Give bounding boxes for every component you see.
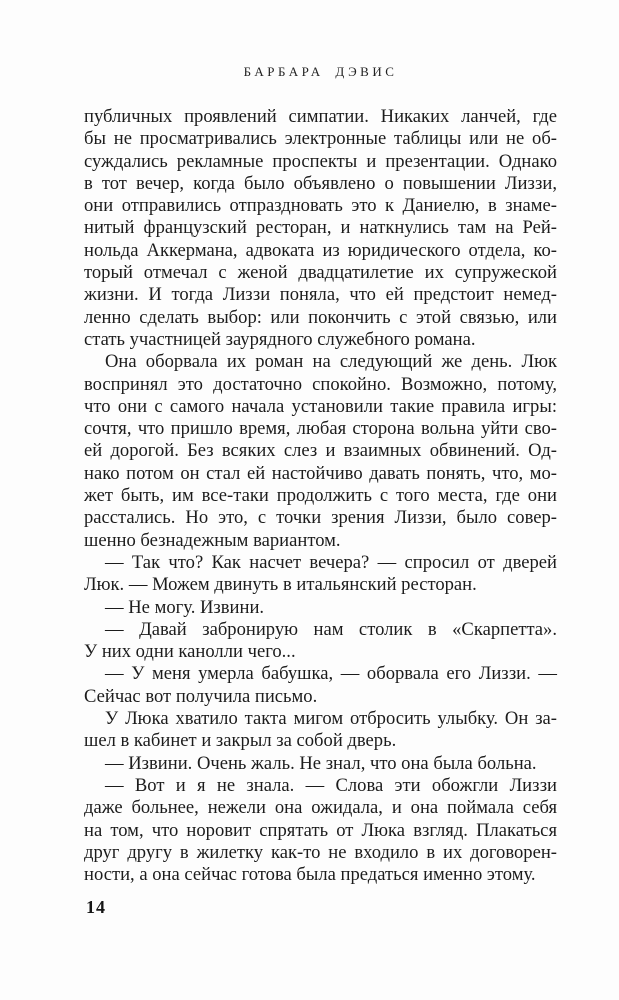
paragraph xyxy=(84,663,557,708)
text-line: друг другу в жилетку как-то не входило в их договорен- xyxy=(84,841,557,863)
text-line: — Не могу. Извини. xyxy=(105,596,265,618)
text-line: — У меня умерла бабушка, — оборвала его Лиззи. — xyxy=(105,663,557,685)
text-line: Она оборвала их роман на следующий же день. Люк xyxy=(105,351,557,373)
text-line: суждались рекламные проспекты и презентации. Однако xyxy=(84,150,557,172)
text-line: бы не просматривались электронные таблицы или не об- xyxy=(84,128,557,150)
paragraph xyxy=(84,552,557,597)
paragraph xyxy=(84,106,557,351)
text-line: воспринял это достаточно спокойно. Возможно, потому, xyxy=(84,373,557,395)
paragraph xyxy=(84,351,557,552)
text-line: нако потом он стал ей настойчиво давать понять, что, мо- xyxy=(84,462,557,484)
text-line: ности, а она сейчас готова была предаться именно этому. xyxy=(84,864,536,886)
paragraph xyxy=(84,597,557,619)
paragraph xyxy=(84,708,557,753)
text-line: жизни. И тогда Лиззи поняла, что ей предстоит немед- xyxy=(84,284,557,306)
paragraph xyxy=(84,619,557,664)
text-line: Люк. — Можем двинуть в итальянский ресторан. xyxy=(84,574,477,596)
text-line: — Извини. Очень жаль. Не знал, что она была больна. xyxy=(105,752,537,774)
text-line: — Давай забронирую нам столик в «Скарпетта». xyxy=(105,618,557,640)
text-line: стать участницей заурядного служебного романа. xyxy=(84,328,476,350)
text-line: они отправились отпраздновать это к Даниелю, в знаме- xyxy=(84,195,557,217)
paragraph xyxy=(84,753,557,775)
text-line: жет быть, им все-таки продолжить с того места, где они xyxy=(84,485,557,507)
text-line: в тот вечер, когда было объявлено о повышении Лиззи, xyxy=(84,172,557,194)
text-line: — Так что? Как насчет вечера? — спросил от дверей xyxy=(105,551,557,573)
text-line: ей дорогой. Без всяких слез и взаимных обвинений. Од- xyxy=(84,440,557,462)
page-number: 14 xyxy=(86,897,106,917)
text-line: нитый французский ресторан, и наткнулись там на Рей- xyxy=(84,217,557,239)
text-line: публичных проявлений симпатии. Никаких ланчей, где xyxy=(84,106,557,127)
text-line: расстались. Но это, с точки зрения Лиззи, было совер- xyxy=(84,507,557,529)
text-line: ленно сделать выбор: или покончить с этой связью, или xyxy=(84,306,557,328)
text-line: что они с самого начала установили такие правила игры: xyxy=(84,395,557,417)
text-line: — Вот и я не знала. — Слова эти обожгли Лиззи xyxy=(105,774,557,796)
text-line: нольда Аккермана, адвоката из юридического отдела, ко- xyxy=(84,239,557,261)
text-line: У Люка хватило такта мигом отбросить улыбку. Он за- xyxy=(105,708,557,730)
running-header-author: БАРБАРА ДЭВИС xyxy=(243,64,398,79)
text-line: даже больнее, нежели она ожидала, и она поймала себя xyxy=(84,797,557,819)
paragraph xyxy=(84,775,557,886)
text-line: на том, что норовит спрятать от Люка взгляд. Плакаться xyxy=(84,819,557,841)
body-text-block xyxy=(84,106,557,886)
text-line: сочтя, что пришло время, любая сторона вольна уйти сво- xyxy=(84,418,557,440)
text-line: торый отмечал с женой двадцатилетие их супружеской xyxy=(84,262,557,284)
text-line: шенно безнадежным вариантом. xyxy=(84,529,341,551)
text-line: шел в кабинет и закрыл за собой дверь. xyxy=(84,730,397,752)
text-line: У них одни канолли чего... xyxy=(84,641,296,663)
text-line: Сейчас вот получила письмо. xyxy=(84,685,318,707)
